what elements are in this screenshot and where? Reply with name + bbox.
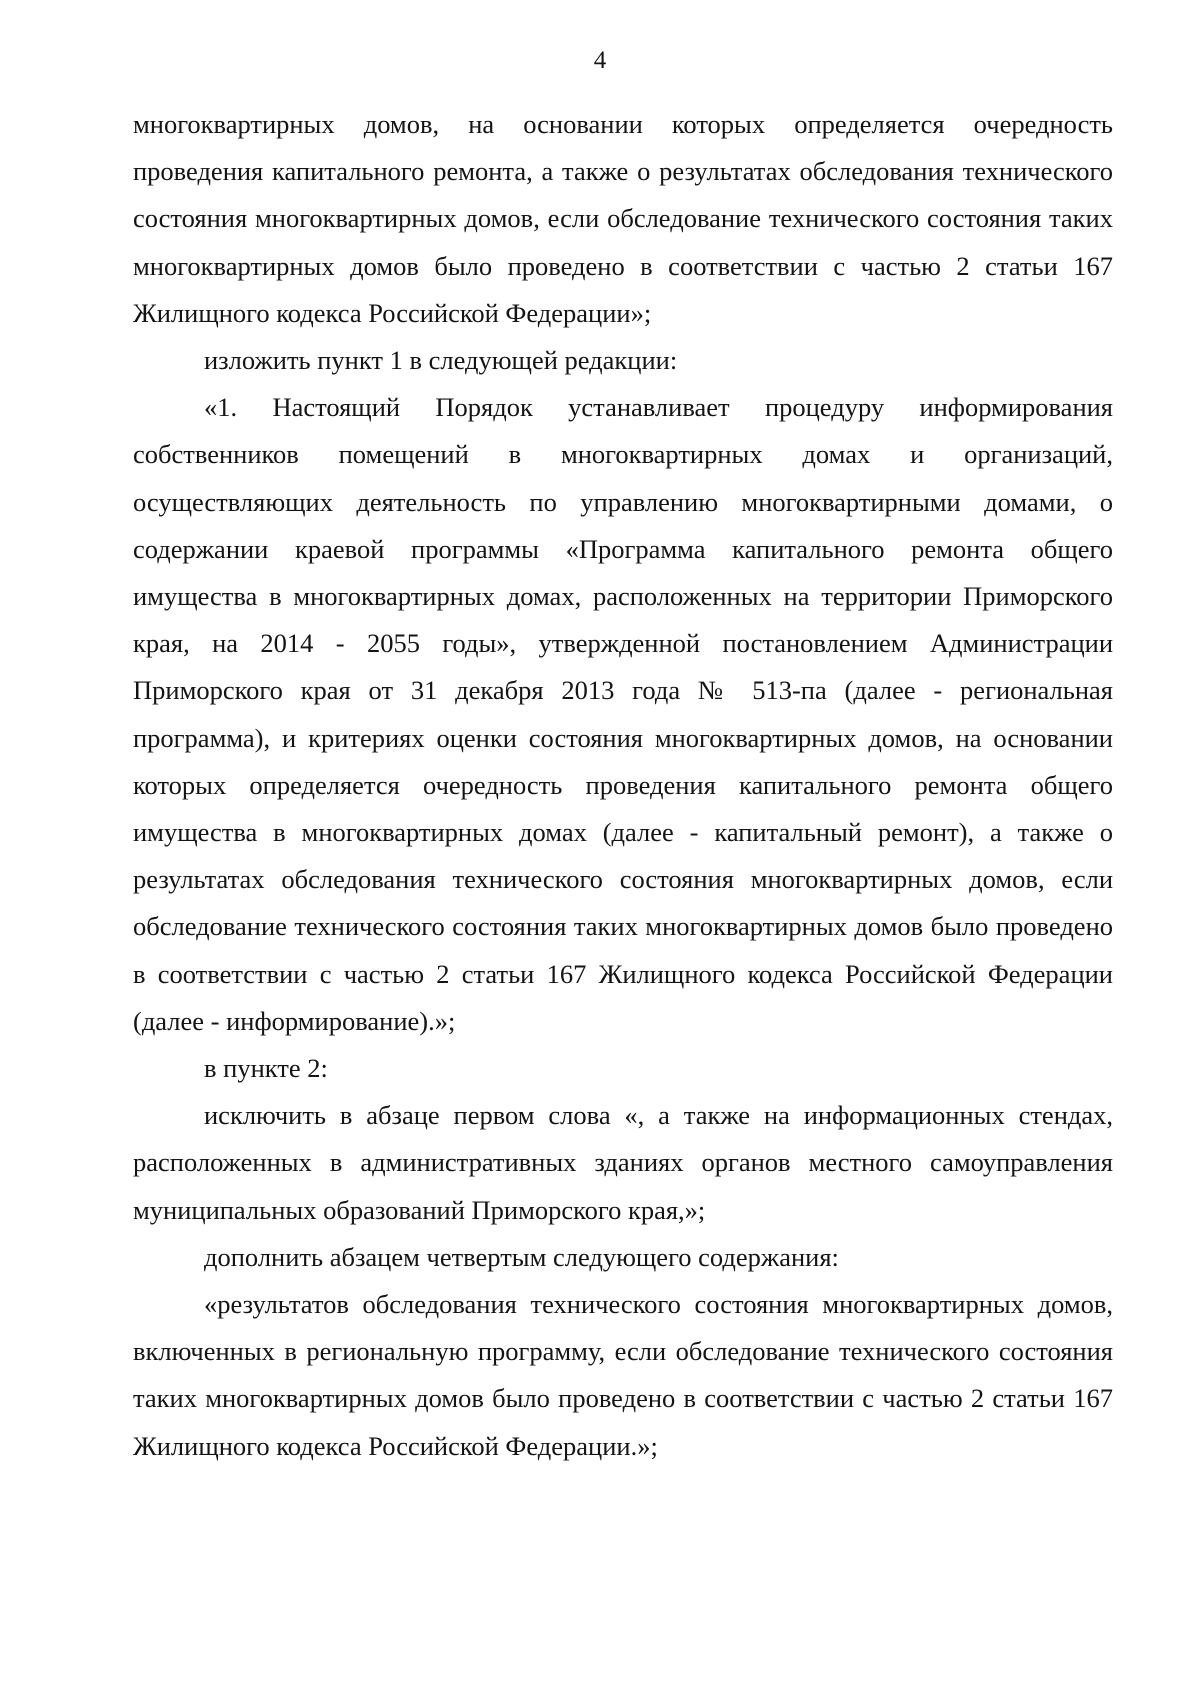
paragraph-fourth-paragraph-text: «результатов обследования технического состояния многоквартирных домов, включенных в региональную программу, если обследование технического состояния таких многоквартирных домов было проведено в соответствии с частью 2 статьи 167 Жилищного кодекса Российской Федерации.»; (133, 1289, 1113, 1461)
paragraph-amend-point-1: изложить пункт 1 в следующей редакции: (204, 345, 678, 376)
page-number: 4 (593, 47, 607, 74)
paragraph-continuation: многоквартирных домов, на основании которых определяется очередность проведения капитального ремонта, а также о результатах обследования технического состояния многоквартирных домов, если обследование технического состояния таких многоквартирных домов было проведено в соответствии с частью 2 статьи 167 Жилищного кодекса Российской Федерации»; (133, 109, 1113, 328)
paragraph-point-1-text: «1. Настоящий Порядок устанавливает процедуру информирования собственников помещений в многоквартирных домах и организаций, осуществляющих деятельность по управлению многоквартирными домами, о содержании краевой программы «Программа капитального ремонта общего имущества в многоквартирных домах, расположенных на территории Приморского края, на 2014 - 2055 годы», утвержденной постановлением Администрации Приморского края от 31 декабря 2013 года № 513-па (далее - региональная программа), и критериях оценки состояния многоквартирных домов, на основании которых определяется очередность проведения капитального ремонта общего имущества в многоквартирных домах (далее - капитальный ремонт), а также о результатах обследования технического состояния многоквартирных домов, если обследование технического состояния таких многоквартирных домов было проведено в соответствии с частью 2 статьи 167 Жилищного кодекса Российской Федерации (далее - информирование).»; (133, 392, 1113, 1036)
document-body (133, 101, 1113, 1470)
paragraph-point-2-heading: в пункте 2: (204, 1053, 328, 1084)
paragraph-add-fourth-paragraph: дополнить абзацем четвертым следующего содержания: (204, 1241, 839, 1272)
paragraph-exclude-words: исключить в абзаце первом слова «, а также на информационных стендах, расположенных в административных зданиях органов местного самоуправления муниципальных образований Приморского края,»; (133, 1100, 1113, 1225)
